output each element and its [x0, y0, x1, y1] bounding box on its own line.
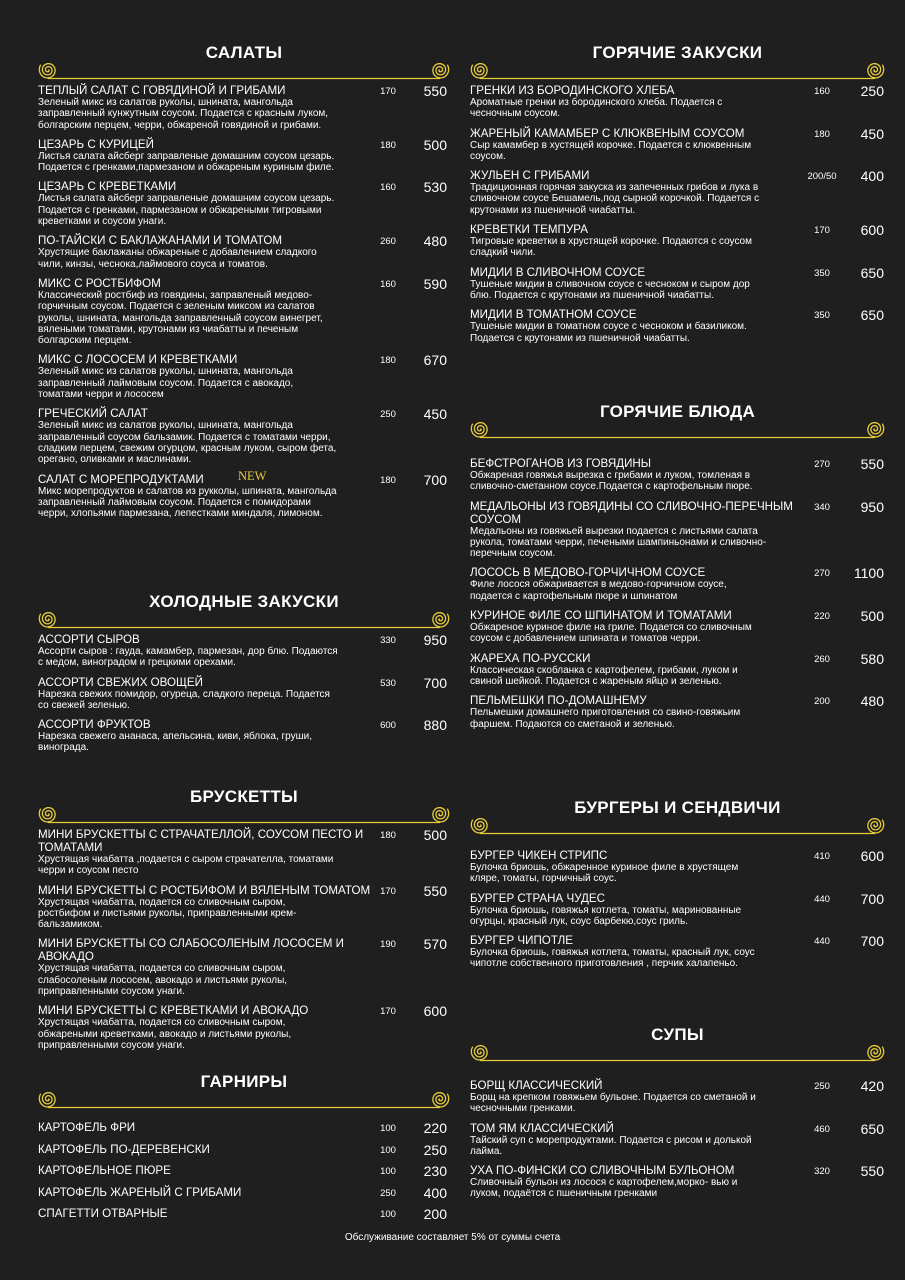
item-weight: 160 — [380, 278, 396, 290]
menu-item — [470, 457, 885, 493]
item-price: 700 — [423, 674, 447, 691]
item-list — [38, 1121, 450, 1229]
item-weight: 410 — [814, 851, 830, 862]
item-name: БУРГЕР СТРАНА ЧУДЕС — [470, 891, 606, 905]
new-badge: NEW — [238, 468, 267, 483]
item-weight: 170 — [380, 885, 396, 897]
item-weight: 350 — [814, 310, 830, 322]
section-cold-starters — [38, 591, 450, 761]
item-name: ГРЕНКИ ИЗ БОРОДИНСКОГО ХЛЕБА — [470, 84, 675, 97]
menu-item — [38, 1207, 450, 1229]
item-weight: 320 — [814, 1166, 830, 1178]
service-charge-note: Обслуживание составляет 5% от суммы счета — [344, 1232, 561, 1243]
section-header — [38, 1071, 450, 1121]
item-name: АССОРТИ СВЕЖИХ ОВОЩЕЙ — [38, 675, 203, 689]
item-price: 220 — [423, 1120, 447, 1136]
menu-item — [38, 407, 450, 465]
item-description: Зеленый микс из салатов руколы, шнината, мангольда заправленный кунжутным соусом. Подается с красным луком, болгарским перцем, черри, обжареной говядиной и грибами. — [38, 97, 329, 131]
item-description: Микс морепродуктов и салатов из рукколы, шпината, мангольда заправленный лаймовым соусом. Подается с помидорами черри, хлопьями пармезана, лепестками миндаля, лимоном. — [38, 485, 337, 520]
item-name: ПО-ТАЙСКИ С БАКЛАЖАНАМИ И ТОМАТОМ — [38, 234, 283, 248]
item-price: 570 — [423, 936, 447, 953]
item-description: Хрустящие баклажаны обжареные с добавлением сладкого чили, кинзы, чеснока,лаймового соуса и томатов. — [38, 247, 317, 270]
menu-item — [470, 609, 885, 645]
item-weight: 180 — [380, 139, 396, 151]
menu-item — [38, 1164, 450, 1186]
menu-item — [470, 892, 885, 928]
ornament-divider — [470, 415, 885, 443]
menu-item — [38, 884, 450, 931]
item-name: КРЕВЕТКИ ТЕМПУРА — [470, 223, 588, 237]
item-name: АССОРТИ ФРУКТОВ — [38, 718, 151, 732]
section-soups — [470, 1024, 885, 1207]
item-name: МИНИ БРУСКЕТТЫ С СТРАЧАТЕЛЛОЙ, СОУСОМ ПЕСТО И ТОМАТАМИ — [38, 828, 364, 854]
menu-item — [38, 1004, 450, 1051]
item-description: Тушеные мидии в сливочном соусе с чесноком и сыром дор блю. Подается с крутонами из пшеничной чиабатты. — [470, 278, 750, 301]
menu-item — [470, 694, 885, 730]
item-weight: 600 — [380, 720, 396, 732]
item-description: Булочка бриошь, говяжья котлета, томаты, маринованные огурцы, красный лук, соус барбекю,соус гриль. — [470, 904, 742, 927]
item-name: САЛАТ С МОРЕПРОДУКТАМИ — [38, 472, 204, 486]
item-weight: 250 — [814, 1081, 830, 1092]
item-price: 950 — [423, 632, 447, 648]
item-price: 950 — [860, 498, 884, 515]
item-weight: 220 — [814, 611, 830, 623]
item-description: Хрустящая чиабатта, подается со сливочным сыром, слабосоленым лососем, авокадо и листьями руколы, приправленными соусом унаги. — [38, 963, 288, 998]
item-name: БЕФСТРОГАНОВ ИЗ ГОВЯДИНЫ — [470, 457, 652, 470]
item-description: Тайский суп с морепродуктами. Подается с рисом и долькой лайма. — [470, 1134, 752, 1157]
menu-item — [470, 652, 885, 688]
item-list — [470, 84, 885, 344]
item-description: Зеленый микс из салатов руколы, шнината, мангольда заправленный лаймовым соусом. Подается с авокадо, томатами черри и лососем — [38, 366, 294, 401]
item-name: МИДИИ В ТОМАТНОМ СОУСЕ — [470, 308, 637, 322]
item-name: ЛОСОСЬ В МЕДОВО-ГОРЧИЧНОМ СОУСЕ — [470, 566, 706, 580]
item-price: 550 — [423, 882, 447, 899]
item-weight: 530 — [380, 677, 396, 689]
item-price: 200 — [423, 1206, 447, 1222]
item-description: Зеленый микс из салатов руколы, шнината, мангольда заправленный соусом бальзамик. Подается с томатами черри, сладким перцем, свежим огурцом, красным луком, сыром фета, орегано, оливками и маслинами. — [38, 420, 337, 466]
item-price: 500 — [860, 608, 884, 625]
menu-item — [38, 468, 450, 520]
ornament-divider — [470, 1038, 885, 1066]
item-price: 480 — [423, 233, 447, 250]
item-weight: 270 — [814, 568, 830, 580]
item-weight: 100 — [380, 1209, 396, 1220]
section-title: ГОРЯЧИЕ БЛЮДА — [599, 402, 756, 421]
item-description: Листья салата айсберг заправленые домашним соусом цезарь. Подается с гренками, пармезаном и обжареными тигровыми креветками и соусом унаги. — [38, 193, 335, 228]
item-price: 400 — [423, 1184, 447, 1201]
item-description: Обжареное куриное филе на гриле. Подается со сливочным соусом с добавлением шпината и томатов черри. — [470, 622, 752, 645]
item-description: Борщ на крепком говяжьем бульоне. Подается со сметаной и чесночными гренками. — [470, 1092, 756, 1115]
item-weight: 180 — [814, 128, 830, 140]
item-price: 500 — [423, 136, 447, 153]
menu-item — [470, 566, 885, 602]
item-weight: 180 — [380, 830, 396, 841]
item-price: 550 — [423, 83, 447, 99]
menu-item — [470, 127, 885, 163]
menu-item — [38, 353, 450, 400]
item-description: Хрустящая чиабатта, подается со сливочным сыром, ростбифом и листьями руколы, приправленными крем-бальзамиком. — [38, 896, 297, 931]
section-header — [470, 401, 885, 457]
menu-item — [470, 500, 885, 560]
item-description: Сыр камамбер в хустящей корочке. Подается с клюквенным соусом. — [470, 139, 752, 162]
item-description: Ароматные гренки из бородинского хлеба. Подается с чесночным соусом. — [470, 97, 723, 120]
item-price: 1100 — [853, 565, 884, 582]
section-title: САЛАТЫ — [205, 43, 283, 62]
section-header — [38, 42, 450, 84]
item-weight: 200 — [814, 696, 830, 708]
menu-item — [38, 180, 450, 227]
section-header — [470, 797, 885, 849]
item-name: АССОРТИ СЫРОВ — [38, 633, 140, 646]
item-weight: 200/50 — [807, 171, 837, 183]
item-name: КАРТОФЕЛЬ ЖАРЕНЫЙ С ГРИБАМИ — [38, 1185, 242, 1199]
item-name: КАРТОФЕЛЬ ФРИ — [38, 1121, 136, 1134]
section-title: БРУСКЕТТЫ — [189, 787, 298, 806]
item-list — [38, 84, 450, 519]
item-description: Хрустящая чиабатта ,подается с сыром страчателла, томатами черри и соусом песто — [38, 854, 334, 877]
item-weight: 100 — [380, 1166, 396, 1177]
item-price: 500 — [423, 827, 447, 843]
menu-item — [38, 138, 450, 174]
menu-item — [38, 633, 450, 669]
item-list — [470, 457, 885, 730]
item-price: 450 — [423, 406, 447, 423]
item-price: 580 — [860, 650, 884, 667]
item-weight: 180 — [380, 474, 396, 486]
item-name: БУРГЕР ЧИКЕН СТРИПС — [470, 849, 608, 862]
item-description: Филе лосося обжаривается в медово-горчичном соусе, подается с картофельным пюре и шпинатом — [470, 579, 727, 602]
item-description: Традиционная горячая закуска из запеченных грибов и лука в сливочном соусе Бешамель,под сырной корочкой. Подается с крутонами из пшеничной чиабатты. — [470, 182, 760, 216]
item-name: БОРЩ КЛАССИЧЕСКИЙ — [470, 1079, 603, 1092]
menu-item — [38, 1143, 450, 1165]
item-price: 450 — [860, 125, 884, 142]
item-weight: 350 — [814, 267, 830, 279]
section-title: БУРГЕРЫ И СЕНДВИЧИ — [574, 798, 781, 817]
item-list — [38, 633, 450, 754]
item-list — [470, 1079, 885, 1200]
item-description: Листья салата айсберг заправленые домашним соусом цезарь. Подается с гренками,пармезаном и обжареным куриным филе. — [38, 150, 335, 174]
item-description: Медальоны из говяжьей вырезки подается с листьями салата рукола, томатами черри, печеными шампиньонами и сливочно-перечным соусом. — [470, 525, 767, 560]
item-list — [470, 849, 885, 970]
item-name: ЖАРЕХА ПО-РУССКИ — [470, 651, 591, 665]
item-name: МИНИ БРУСКЕТТЫ С КРЕВЕТКАМИ И АВОКАДО — [38, 1004, 309, 1018]
item-name: МИНИ БРУСКЕТТЫ СО СЛАБОСОЛЕНЫМ ЛОСОСЕМ И АВОКАДО — [38, 937, 344, 964]
menu-item — [38, 1186, 450, 1208]
item-price: 480 — [860, 693, 884, 710]
item-weight: 170 — [814, 225, 830, 237]
menu-item — [470, 266, 885, 302]
section-bruschetta — [38, 786, 450, 1058]
item-name: МИНИ БРУСКЕТТЫ С РОСТБИФОМ И ВЯЛЕНЫМ ТОМАТОМ — [38, 883, 371, 897]
menu-item — [38, 718, 450, 754]
item-weight: 260 — [380, 236, 396, 248]
item-weight: 180 — [380, 355, 396, 367]
section-hot-starters — [470, 42, 885, 351]
ornament-divider — [38, 56, 450, 84]
item-price: 700 — [860, 933, 884, 950]
item-description: Ассорти сыров : гауда, камамбер, пармезан, дор блю. Подаются с медом, виноградом и грецкими орехами. — [38, 646, 338, 669]
menu-item — [470, 934, 885, 970]
item-list — [38, 828, 450, 1051]
section-header — [470, 1024, 885, 1079]
menu-item — [38, 937, 450, 997]
item-price: 550 — [860, 456, 884, 472]
item-name: БУРГЕР ЧИПОТЛЕ — [470, 934, 573, 948]
item-name: ТОМ ЯМ КЛАССИЧЕСКИЙ — [470, 1121, 614, 1135]
item-price: 670 — [423, 352, 447, 369]
item-weight: 100 — [380, 1123, 396, 1134]
ornament-divider — [470, 811, 885, 839]
item-weight: 250 — [380, 409, 396, 421]
item-weight: 250 — [380, 1187, 396, 1199]
item-description: Сливочный бульон из лосося с картофелем,морко- вью и луком, подаётся с пшеничным гренками — [470, 1177, 738, 1200]
item-description: Нарезка свежих помидор, огуреца, сладкого перeца. Подается со свежей зеленью. — [38, 688, 330, 711]
menu-item — [470, 1164, 885, 1200]
item-price: 600 — [860, 848, 884, 864]
item-price: 650 — [860, 307, 884, 324]
item-description: Тигровые креветки в хрустящей корочке. Подаются с соусом сладкий чили. — [470, 236, 752, 259]
item-name: УХА ПО-ФИНСКИ СО СЛИВОЧНЫМ БУЛЬОНОМ — [470, 1164, 735, 1178]
item-description: Тушеные мидии в томатном соусе с чесноком и базиликом. Подается с крутонами из пшеничной чиабатты. — [470, 321, 747, 344]
item-weight: 460 — [814, 1123, 830, 1135]
item-name: МИКС С ЛОСОСЕМ И КРЕВЕТКАМИ — [38, 353, 238, 367]
item-description: Классический ростбиф из говядины, заправленый медово-горчичным соусом. Подается с зеленым миксом из салатов руколы, шнината, мангольда заправленный соусом винегрет, вялеными томатами, крутонами из чиабатты и печеным болгарским перцем. — [38, 289, 323, 347]
item-price: 590 — [423, 275, 447, 292]
item-weight: 100 — [380, 1144, 396, 1156]
item-name: ПЕЛЬМЕШКИ ПО-ДОМАШНЕМУ — [470, 694, 647, 708]
item-price: 650 — [860, 1120, 884, 1137]
item-price: 600 — [423, 1003, 447, 1020]
section-header — [470, 42, 885, 84]
item-weight: 340 — [814, 501, 830, 513]
item-weight: 190 — [380, 939, 396, 951]
menu-item — [38, 84, 450, 131]
item-name: ЦЕЗАРЬ С КРЕВЕТКАМИ — [38, 180, 177, 194]
item-description: Нарезка свежего ананаса, апельсина, киви, яблока, груши, винограда. — [38, 731, 313, 754]
section-salads — [38, 42, 450, 526]
item-description: Булочка бриошь, говяжья котлета, томаты, красный лук, соус чипотле собственного приготовления , перчик халапеньо. — [470, 947, 755, 970]
menu-item — [470, 1122, 885, 1158]
item-name: ЖУЛЬЕН С ГРИБАМИ — [470, 169, 590, 183]
item-price: 250 — [860, 83, 884, 99]
menu-item — [38, 1121, 450, 1143]
menu-item — [470, 223, 885, 259]
item-name: КУРИНОЕ ФИЛЕ СО ШПИНАТОМ И ТОМАТАМИ — [470, 609, 732, 623]
menu-item — [38, 277, 450, 346]
item-name: ГРЕЧЕСКИЙ САЛАТ — [38, 407, 148, 421]
item-name: ЖАРЕНЫЙ КАМАМБЕР С КЛЮКВЕНЫМ СОУСОМ — [470, 126, 745, 140]
item-name: МЕДАЛЬОНЫ ИЗ ГОВЯДИНЫ СО СЛИВОЧНО-ПЕРЕЧНЫМ СОУСОМ — [470, 499, 793, 526]
item-name: КАРТОФЕЛЬНОЕ ПЮРЕ — [38, 1164, 171, 1177]
item-price: 880 — [423, 717, 447, 734]
section-sides — [38, 1071, 450, 1229]
ornament-divider — [38, 605, 450, 633]
item-description: Хрустящая чиабатта, подается со сливочным сыром, обжареными креветками, авокадо и листьями руколы, приправленными соусом унаги. — [38, 1017, 292, 1051]
item-name: МИКС С РОСТБИФОМ — [38, 276, 161, 290]
section-title: ГАРНИРЫ — [200, 1072, 288, 1091]
item-price: 400 — [860, 168, 884, 185]
item-name: ЦЕЗАРЬ С КУРИЦЕЙ — [38, 137, 154, 151]
item-price: 600 — [860, 222, 884, 239]
item-description: Булочка бриошь, обжаренное куриное филе в хрустящем кляре, томаты, горчичный соус. — [470, 862, 739, 885]
item-weight: 270 — [814, 459, 830, 470]
item-name: МИДИИ В СЛИВОЧНОМ СОУСЕ — [470, 265, 646, 279]
section-header — [38, 786, 450, 828]
ornament-divider — [38, 1085, 450, 1113]
item-description: Обжареная говяжья вырезка с грибами и луком, томленая в сливочно-сметанном соусе.Подается с картофельным пюре. — [470, 470, 753, 493]
item-price: 550 — [860, 1163, 884, 1180]
menu-item — [38, 676, 450, 712]
menu-item — [38, 234, 450, 270]
menu-item — [470, 1079, 885, 1115]
item-weight: 330 — [380, 635, 396, 646]
item-weight: 440 — [814, 936, 830, 948]
item-name: КАРТОФЕЛЬ ПО-ДЕРЕВЕНСКИ — [38, 1142, 210, 1156]
section-title: ХОЛОДНЫЕ ЗАКУСКИ — [149, 592, 339, 611]
section-title: ГОРЯЧИЕ ЗАКУСКИ — [592, 43, 763, 62]
item-price: 530 — [423, 179, 447, 196]
item-price: 230 — [423, 1163, 447, 1179]
item-weight: 440 — [814, 893, 830, 905]
item-price: 700 — [423, 471, 447, 488]
section-header — [38, 591, 450, 633]
item-weight: 170 — [380, 1006, 396, 1018]
ornament-divider — [38, 800, 450, 828]
item-name: СПАГЕТТИ ОТВАРНЫЕ — [38, 1207, 168, 1220]
menu-item — [470, 849, 885, 885]
item-weight: 160 — [814, 86, 830, 97]
item-weight: 160 — [380, 182, 396, 194]
item-weight: 170 — [380, 86, 396, 97]
menu-item — [470, 308, 885, 344]
ornament-divider — [470, 56, 885, 84]
menu-item — [470, 84, 885, 120]
item-price: 650 — [860, 264, 884, 281]
item-name: ТЕПЛЫЙ САЛАТ С ГОВЯДИНОЙ И ГРИБАМИ — [38, 84, 286, 97]
item-price: 700 — [860, 890, 884, 907]
section-title: СУПЫ — [651, 1025, 704, 1044]
menu-item — [470, 169, 885, 216]
section-hot-dishes — [470, 401, 885, 737]
item-price: 250 — [423, 1141, 447, 1158]
item-description: Пельмешки домашнего приготовления со свино-говяжьим фаршем. Подаются со сметаной и зеленью. — [470, 707, 741, 730]
section-burgers — [470, 797, 885, 977]
item-weight: 260 — [814, 653, 830, 665]
item-price: 420 — [860, 1078, 884, 1094]
item-description: Классическая скобланка с картофелем, грибами, луком и свиной шейкой. Подается с жареным яйцо и зеленью. — [470, 664, 738, 687]
menu-item — [38, 828, 450, 877]
